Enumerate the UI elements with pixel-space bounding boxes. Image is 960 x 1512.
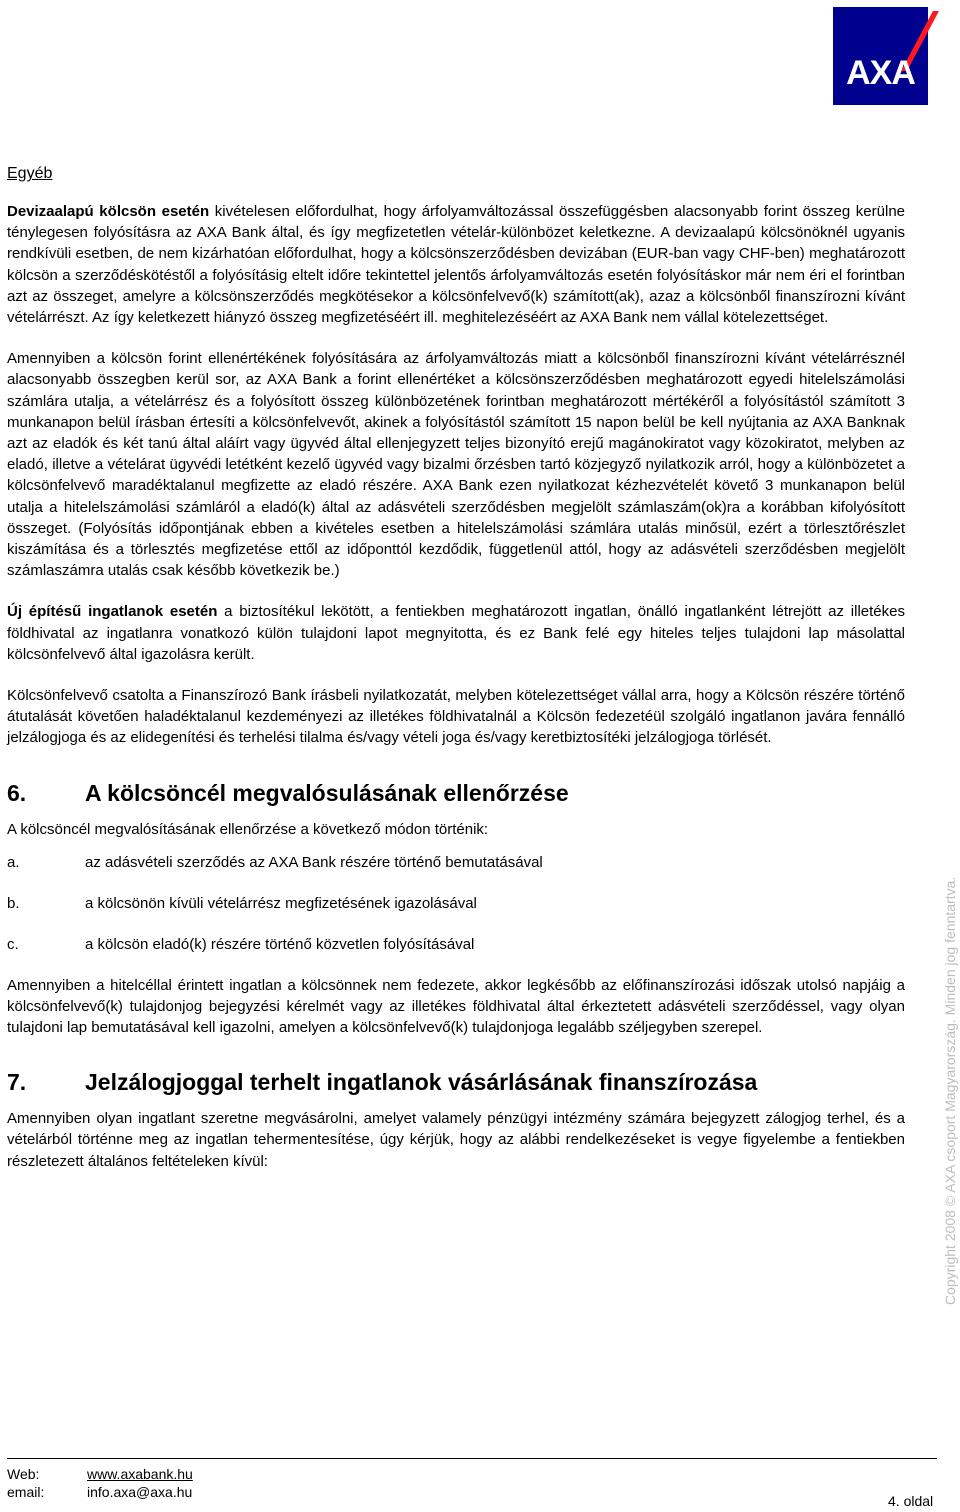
list-item-text: az adásvételi szerződés az AXA Bank részére történő bemutatásával xyxy=(85,853,543,871)
verification-list xyxy=(7,852,905,955)
section-number: 7. xyxy=(7,1069,27,1096)
paragraph-devizaalapu xyxy=(7,201,905,328)
paragraph-text: kivételesen előfordulhat, hogy árfolyamváltozással összefüggésben alacsonyabb forint összeg kerülne ténylegesen folyósításra az AXA Bank által, és így megfizetetlen vételár-különbözet keletkezne. A devizaalapú kölcsönöknél ugyanis rendkívüli esetben, de nem kizárhatóan előfordulhat, hogy a kölcsönszerződésben devizában (EUR-ban vagy CHF-ben) meghatározott kölcsön a szerződéskötéstől a folyósításig eltelt időre tekintettel jelentős árfolyamváltozás esetén folyósításkor már nem éri el forintban azt az összeget, amelyre a kölcsönszerződés megkötésekor a kölcsönfelvevő(k) számított(ak), azaz a kölcsönből finanszírozni kívánt vételárrészt. Az így keletkezett hiányzó összeg megfizetéséért ill. meghitelezéséért az AXA Bank nem vállal kötelezettséget. xyxy=(7,203,906,327)
footer-contact xyxy=(7,1465,193,1501)
footer-email-row xyxy=(7,1483,193,1501)
list-item xyxy=(7,893,905,914)
paragraph-finanszirozo-bank: Kölcsönfelvevő csatolta a Finanszírozó Bank írásbeli nyilatkozatát, melyben kötelezettséget vállal arra, hogy a Kölcsön részére történő átutalását követően haladéktalanul kezdeményezi az illetékes földhivatalnál a Kölcsön fedezetéül szolgáló ingatlanon javára fennálló jelzálogjoga és az elidegenítési és terhelési tilalma és/vagy vételi joga és/vagy keretbiztosítéki jelzálogjoga törlését. xyxy=(7,687,905,747)
list-item-letter: b. xyxy=(7,894,20,912)
list-item-letter: a. xyxy=(7,853,20,871)
footer-divider xyxy=(7,1458,937,1459)
logo-text: AXA xyxy=(846,54,915,92)
page-number: 4. oldal xyxy=(888,1493,934,1509)
footer-email-value[interactable]: info.axa@axa.hu xyxy=(87,1484,193,1500)
section-heading-egyeb: Egyéb xyxy=(7,165,53,182)
section-title: Jelzálogjoggal terhelt ingatlanok vásárlásának finanszírozása xyxy=(85,1069,758,1096)
list-item xyxy=(7,852,905,873)
section-title: A kölcsöncél megvalósulásának ellenőrzése xyxy=(85,779,569,806)
section-number: 6. xyxy=(7,779,27,806)
section-6-paragraph: Amennyiben a hitelcéllal érintett ingatlan a kölcsönnek nem fedezete, akkor legkésőbb az előfinanszírozási időszak utolsó napjáig a kölcsönfelvevő(k) tulajdonjog bejegyzési kérelmét vagy az illetékes földhivatal által érkeztetett adásvételi szerződéssel, vagy olyan tulajdoni lap bemutatásával kell igazolni, amelyen a kölcsönfelvevő(k) tulajdonjoga legalább széljegyben szerepel. xyxy=(7,976,905,1037)
paragraph-text: a biztosítékul lekötött, a fentiekben meghatározott ingatlan, önálló ingatlanként létrejött az illetékes földhivatal az ingatlanra vonatkozó külön tulajdoni lapot megnyitotta, és ez Bank felé egy hiteles teljes tulajdoni lap másolattal kölcsönfelvevő által igazolásra került. xyxy=(7,603,905,663)
footer-email-label: email: xyxy=(7,1484,45,1500)
footer-web-link[interactable]: www.axabank.hu xyxy=(87,1466,193,1482)
paragraph-lead-bold: Devizaalapú kölcsön esetén xyxy=(7,203,210,220)
paragraph-lead-bold: Új építésű ingatlanok esetén xyxy=(7,603,218,621)
paragraph-forint-ellenertek: Amennyiben a kölcsön forint ellenértékének folyósítására az árfolyamváltozás miatt a kölcsönből finanszírozni kívánt vételárrésznél alacsonyabb összegben kerül sor, az AXA Bank a forint ellenértéket a kölcsönszerződésben meghatározott egyedi hitelelszámolási számlára utalja, a vételárrész és a folyósított összeg különbözetének forintban meghatározott mértékéről a folyósítástól számított 3 munkanapon belül írásban értesíti a kölcsönfelvevőt, akinek a folyósítástól számított 15 napon belül be kell nyújtania az AXA Banknak azt az eladók és két tanú által aláírt vagy ügyvéd által ellenjegyzett teljes bizonyító erejű magánokiratot vagy közokiratot, melyben az eladó, illetve a vételárat ügyvédi letétként kezelő ügyvéd vagy bizalmi őrzésben tartó közjegyző nyilatkozik arról, hogy a különbözetet a kölcsönfelvevő maradéktalanul megfizette az eladó részére. AXA Bank ezen nyilatkozat kézhezvételét követő 3 munkanapon belül utalja a hitelelszámolási számláról a eladó(k) által az adásvételi szerződésben megjelölt számlaszám(ok)ra a korábban kifolyósított összeget. (Folyósítás időpontjának ebben a kivételes esetben a hitelelszámolási számlára utalás minősül, ezért a törlesztőrészlet kiszámítása és a törlesztés megfizetése ettől az időponttól kezdődik, függetlenül attól, hogy az adásvételi szerződésben megjelölt számlaszámra utalás csak később következik be.) xyxy=(7,350,905,580)
side-copyright: Copyright 2008 © AXA csoport Magyarország. Minden jog fenntartva. xyxy=(942,876,958,1305)
list-item xyxy=(7,934,905,955)
list-item-letter: c. xyxy=(7,935,19,953)
list-item-text: a kölcsön eladó(k) részére történő közvetlen folyósításával xyxy=(85,935,475,953)
section-6-heading xyxy=(7,779,905,807)
footer-web-row xyxy=(7,1465,193,1483)
section-7-paragraph: Amennyiben olyan ingatlant szeretne megvásárolni, amelyet valamely pénzügyi intézmény számára bejegyzett zálogjog terhel, és a vételárból történne meg az ingatlan tehermentesítése, úgy kérjük, hogy az alábbi rendelkezéseket is vegye figyelembe a fentiekben részletezett általános feltételeken kívül: xyxy=(7,1110,905,1170)
axa-logo xyxy=(833,7,928,105)
footer-web-label: Web: xyxy=(7,1466,40,1482)
section-7-heading xyxy=(7,1068,905,1096)
document-body xyxy=(7,163,905,1192)
paragraph-uj-epitesu xyxy=(7,601,905,665)
list-item-text: a kölcsönön kívüli vételárrész megfizetésének igazolásával xyxy=(85,894,477,912)
section-6-intro: A kölcsöncél megvalósításának ellenőrzése a következő módon történik: xyxy=(7,820,489,838)
